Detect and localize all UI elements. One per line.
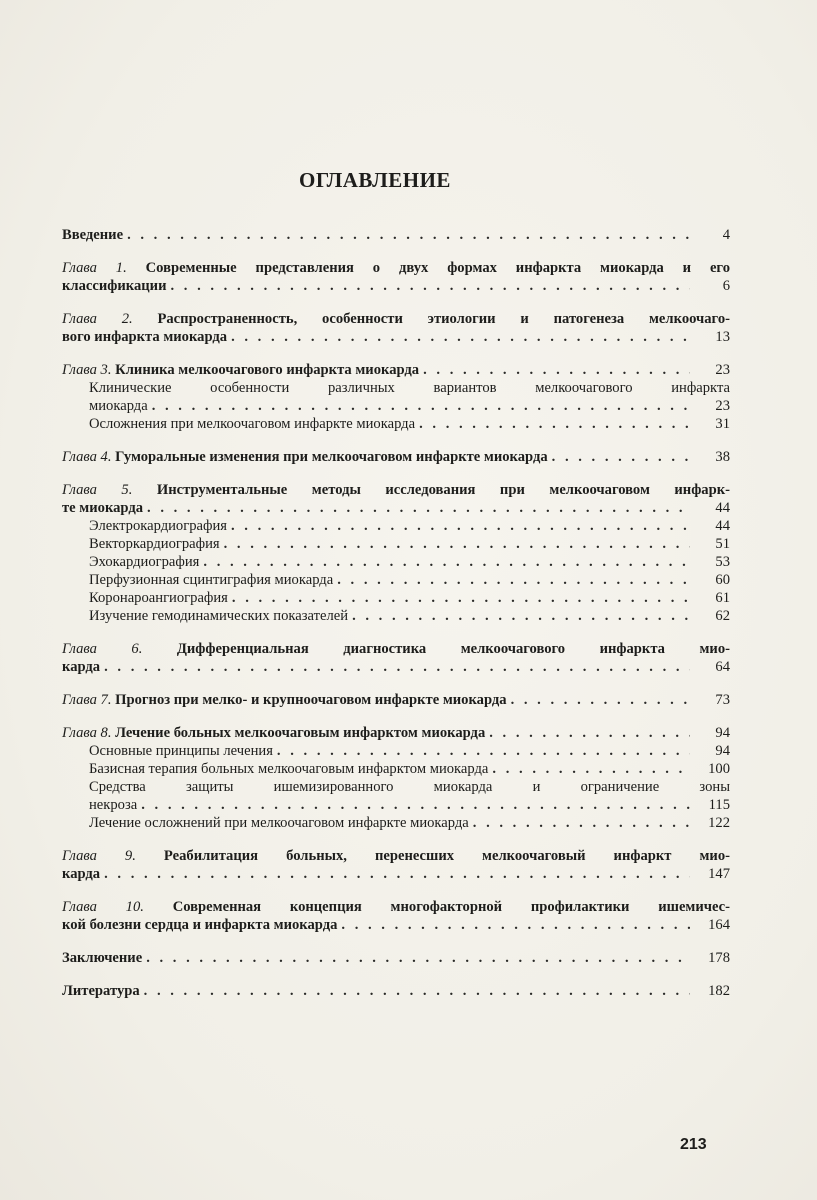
chapter-label: Глава 10. [62, 899, 144, 915]
dot-leader [224, 535, 690, 553]
toc-entry-line [89, 379, 730, 397]
toc-entry-line [89, 517, 730, 535]
toc-entry [62, 448, 730, 466]
toc-page-number: 60 [715, 572, 730, 588]
toc-entry-line [62, 658, 730, 676]
toc-entry-line [62, 328, 730, 346]
toc-page-number: 182 [708, 983, 730, 999]
toc-entry-title: Основные принципы лечения [89, 743, 273, 759]
toc-entry-title: Распространенность, особенности этиологии и патогенеза мелкоочаго- [157, 311, 730, 327]
toc-entry-title: Базисная терапия больных мелкоочаговым инфарктом миокарда [89, 761, 489, 777]
page-title: ОГЛАВЛЕНИЕ [299, 168, 451, 192]
toc-entry [62, 982, 730, 1000]
toc-entry-line [62, 865, 730, 883]
toc-entry [89, 760, 730, 778]
toc-entry [89, 415, 730, 433]
toc-page-number: 122 [708, 815, 730, 831]
toc-entry-line [89, 742, 730, 760]
toc-entry [62, 259, 730, 295]
dot-leader [423, 361, 690, 379]
toc-entry [62, 226, 730, 244]
toc-entry-line [62, 361, 730, 379]
toc-entry-title: некроза [89, 797, 138, 813]
chapter-label: Глава 4. [62, 449, 112, 465]
dot-leader [231, 328, 690, 346]
toc-entry-title: миокарда [89, 398, 148, 414]
toc-entry [89, 535, 730, 553]
toc-entry-title: классификации [62, 278, 167, 294]
toc-entry-title: Инструментальные методы исследования при мелкоочаговом инфарк- [156, 482, 730, 498]
toc-entry [89, 571, 730, 589]
toc-page-number: 44 [715, 500, 730, 516]
toc-entry-line [62, 949, 730, 967]
toc-entry-title: Литература [62, 983, 140, 999]
toc-page-number: 23 [715, 398, 730, 414]
dot-leader [337, 571, 690, 589]
toc-entry-line [62, 640, 730, 658]
dot-leader [511, 691, 690, 709]
toc-entry [89, 778, 730, 814]
toc-entry-title: карда [62, 659, 101, 675]
toc-entry-line [89, 397, 730, 415]
toc-entry [62, 361, 730, 379]
dot-leader [492, 760, 690, 778]
dot-leader [104, 865, 690, 883]
dot-leader [144, 982, 690, 1000]
toc-page-number: 53 [715, 554, 730, 570]
toc-entry-line [62, 982, 730, 1000]
toc-entry [89, 742, 730, 760]
dot-leader [352, 607, 690, 625]
toc-entry-line [62, 277, 730, 295]
toc-entry [62, 691, 730, 709]
toc-entry-line [89, 589, 730, 607]
toc-entry-line [62, 310, 730, 328]
toc-entry-title: вого инфаркта миокарда [62, 329, 228, 345]
toc-entry-title: Изучение гемодинамических показателей [89, 608, 349, 624]
toc-entry [62, 640, 730, 676]
toc-entry-title: кой болезни сердца и инфаркта миокарда [62, 917, 338, 933]
dot-leader [141, 796, 690, 814]
toc-entry [89, 607, 730, 625]
toc-entry-title: Современные представления о двух формах инфаркта миокарда и его [145, 260, 730, 276]
chapter-label: Глава 9. [62, 848, 136, 864]
dot-leader [277, 742, 690, 760]
toc-entry-line [89, 814, 730, 832]
toc-entry-title: Заключение [62, 950, 143, 966]
toc-page-number: 178 [708, 950, 730, 966]
toc-entry-title: Средства защиты ишемизированного миокарда и ограничение зоны [89, 779, 730, 795]
toc-page-number: 164 [708, 917, 730, 933]
toc-entry-line [89, 535, 730, 553]
toc-page-number: 38 [715, 449, 730, 465]
toc-entry-line [89, 760, 730, 778]
dot-leader [473, 814, 690, 832]
toc-entry-line [62, 847, 730, 865]
toc-entry-title: Векторкардиография [89, 536, 220, 552]
toc-page-number: 61 [715, 590, 730, 606]
dot-leader [152, 397, 690, 415]
toc-page-number: 73 [715, 692, 730, 708]
toc-entry [62, 847, 730, 883]
toc-page-number: 13 [715, 329, 730, 345]
toc-entry [89, 553, 730, 571]
toc-entry-title: Прогноз при мелко- и крупноочаговом инфаркте миокарда [115, 692, 507, 708]
toc-page-number: 51 [715, 536, 730, 552]
toc-page-number: 147 [708, 866, 730, 882]
dot-leader [552, 448, 690, 466]
toc-entry-title: Клиника мелкоочагового инфаркта миокарда [115, 362, 420, 378]
toc-entry-line [89, 778, 730, 796]
toc-entry-line [89, 571, 730, 589]
toc-entry-title: Реабилитация больных, перенесших мелкоочаговый инфаркт мио- [163, 848, 730, 864]
chapter-label: Глава 6. [62, 641, 143, 657]
toc-entry-title: те миокарда [62, 500, 144, 516]
toc-entry [62, 310, 730, 346]
toc-entry-line [62, 499, 730, 517]
chapter-label: Глава 3. [62, 362, 112, 378]
toc-entry-title: карда [62, 866, 101, 882]
toc-page-number: 115 [708, 797, 730, 813]
toc-entry-title: Лечение осложнений при мелкоочаговом инфаркте миокарда [89, 815, 469, 831]
toc-entry-title: Введение [62, 227, 124, 243]
toc-page-number: 44 [715, 518, 730, 534]
toc-entry-title: Клинические особенности различных вариантов мелкоочагового инфаркта [89, 380, 730, 396]
dot-leader [232, 589, 690, 607]
dot-leader [147, 499, 690, 517]
dot-leader [203, 553, 690, 571]
dot-leader [419, 415, 690, 433]
toc-entry-title: Электрокардиография [89, 518, 227, 534]
toc-entry-line [62, 898, 730, 916]
chapter-label: Глава 5. [62, 482, 133, 498]
toc-page-number: 100 [708, 761, 730, 777]
toc-entry-line [62, 226, 730, 244]
dot-leader [146, 949, 690, 967]
toc-entry [62, 724, 730, 742]
toc-entry [62, 949, 730, 967]
dot-leader [341, 916, 690, 934]
toc-entry-line [62, 448, 730, 466]
toc-page-number: 4 [722, 227, 730, 243]
chapter-label: Глава 2. [62, 311, 133, 327]
toc-entry-line [62, 691, 730, 709]
toc-entry-line [62, 916, 730, 934]
dot-leader [170, 277, 690, 295]
toc-entry [62, 481, 730, 517]
toc-page-number: 62 [715, 608, 730, 624]
dot-leader [231, 517, 690, 535]
toc-entry-title: Перфузионная сцинтиграфия миокарда [89, 572, 334, 588]
toc-entry [89, 589, 730, 607]
dot-leader [489, 724, 690, 742]
toc-page-number: 23 [715, 362, 730, 378]
toc-page-number: 6 [722, 278, 730, 294]
chapter-label: Глава 7. [62, 692, 112, 708]
toc-entry-title: Современная концепция многофакторной профилактики ишемичес- [172, 899, 730, 915]
toc-entry [89, 379, 730, 415]
toc-entry-line [62, 724, 730, 742]
toc-entry [89, 814, 730, 832]
toc-entry [89, 517, 730, 535]
table-of-contents [62, 226, 730, 1000]
toc-entry-line [89, 415, 730, 433]
chapter-label: Глава 1. [62, 260, 127, 276]
chapter-label: Глава 8. [62, 725, 112, 741]
toc-entry-line [62, 259, 730, 277]
toc-entry-title: Эхокардиография [89, 554, 200, 570]
toc-page-number: 94 [715, 743, 730, 759]
toc-page-number: 94 [715, 725, 730, 741]
toc-entry-line [89, 607, 730, 625]
toc-entry-line [89, 553, 730, 571]
toc-entry [62, 898, 730, 934]
toc-entry-title: Осложнения при мелкоочаговом инфаркте миокарда [89, 416, 416, 432]
toc-entry-title: Коронароангиография [89, 590, 228, 606]
toc-entry-title: Дифференциальная диагностика мелкоочагового инфаркта мио- [176, 641, 730, 657]
toc-page-number: 64 [715, 659, 730, 675]
toc-page-number: 31 [715, 416, 730, 432]
toc-entry-title: Лечение больных мелкоочаговым инфарктом миокарда [115, 725, 486, 741]
dot-leader [104, 658, 690, 676]
toc-entry-line [62, 481, 730, 499]
page-number: 213 [680, 1136, 707, 1153]
dot-leader [127, 226, 690, 244]
toc-entry-line [89, 796, 730, 814]
toc-entry-title: Гуморальные изменения при мелкоочаговом инфаркте миокарда [115, 449, 548, 465]
